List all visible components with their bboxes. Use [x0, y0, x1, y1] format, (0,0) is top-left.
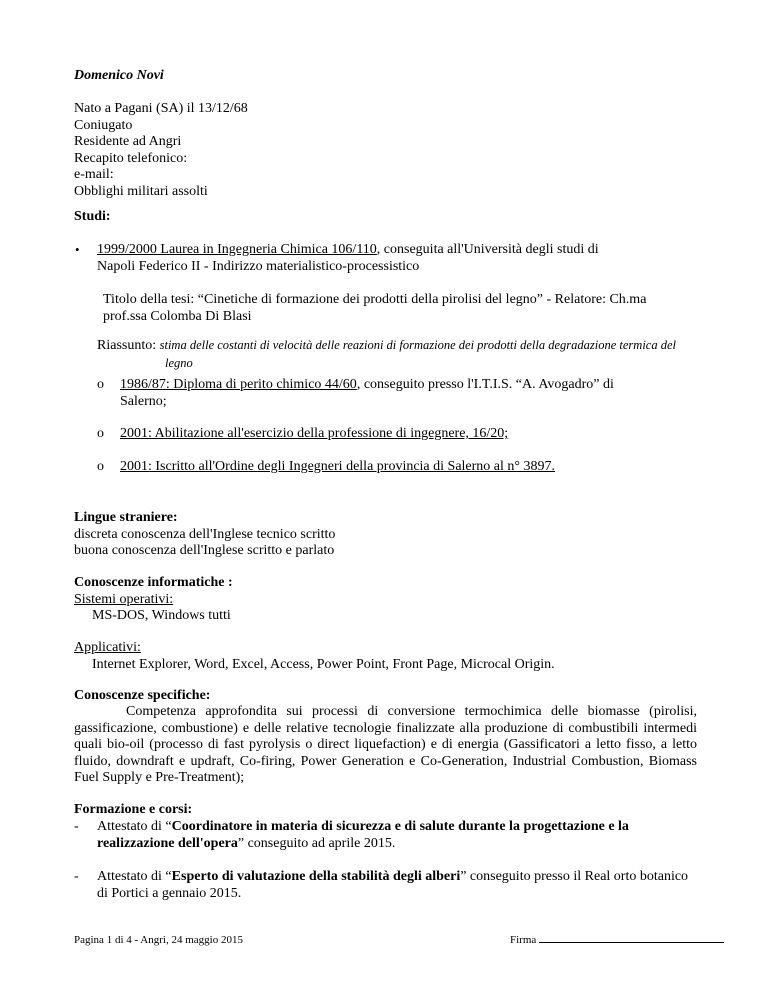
email-label: e-mail:	[74, 167, 114, 182]
degree-rest: , conseguita all'Università degli studi di	[376, 242, 599, 257]
birth-info: Nato a Pagani (SA) il 13/12/68	[74, 101, 248, 116]
diploma-entry	[120, 377, 697, 410]
corso-item	[97, 869, 697, 902]
cv-name: Domenico Novi	[74, 68, 164, 83]
lingue-section	[74, 510, 335, 560]
degree-university: Napoli Federico II - Indirizzo materialistico-processistico	[97, 258, 420, 274]
diploma-title: 1986/87: Diploma di perito chimico 44/60	[120, 377, 357, 392]
studi-heading: Studi:	[74, 209, 111, 224]
summary-text: stima delle costanti di velocità delle reazioni di formazione dei prodotti della degradazione termica del	[159, 338, 676, 352]
diploma-city: Salerno;	[120, 393, 167, 409]
informatica-section	[74, 575, 233, 625]
specifiche-text: Competenza approfondita sui processi di conversione termochimica delle biomasse (pirolisi, gassificazione, combustione) e delle relative tecnologie finalizzate alla produzione di combustibili intermedi quali bio-oil (processo di fast pyrolysis o direct liquefaction) e di energia (Gassificatori a letto fisso, a letto fluido, downdraft e updraft, Co-firing, Power Generation e Co-Generation, Industrial Combustion, Biomass Fuel Supply e Pre-Treatment);	[74, 704, 697, 785]
corso-post: ” conseguito ad aprile 2015.	[237, 835, 396, 851]
abilitazione-entry: 2001: Abilitazione all'esercizio della professione di ingegnere, 16/20;	[120, 426, 509, 441]
ordine-entry: 2001: Iscritto all'Ordine degli Ingegneri della provincia di Salerno al n° 3897.	[120, 459, 556, 474]
dash-marker: -	[74, 819, 79, 834]
informatica-heading: Conoscenze informatiche :	[74, 575, 233, 590]
footer-page-info: Pagina 1 di 4 - Angri, 24 maggio 2015	[74, 934, 243, 946]
summary-text-cont: legno	[165, 355, 193, 370]
os-value: MS-DOS, Windows tutti	[92, 608, 231, 623]
apps-label: Applicativi:	[74, 640, 141, 655]
formazione-heading: Formazione e corsi:	[74, 802, 193, 817]
corso-pre: Attestato di “	[97, 819, 172, 834]
circle-bullet-icon: o	[97, 426, 104, 441]
thesis-line: prof.ssa Colomba Di Blasi	[103, 308, 252, 324]
lingue-heading: Lingue straniere:	[74, 510, 178, 525]
bullet-icon: •	[75, 242, 80, 257]
phone-label: Recapito telefonico:	[74, 150, 188, 166]
degree-title: 1999/2000 Laurea in Ingegneria Chimica 106/110	[97, 242, 377, 257]
dash-marker: -	[74, 869, 79, 884]
corso-title: Coordinatore in materia di sicurezza e di salute durante la progettazione e la realizzazione dell'opera	[97, 819, 629, 851]
circle-bullet-icon: o	[97, 459, 104, 474]
corso-pre: Attestato di “	[97, 869, 172, 884]
military-status: Obblighi militari assolti	[74, 183, 208, 199]
summary-label: Riassunto:	[97, 338, 160, 353]
lingue-line: buona conoscenza dell'Inglese scritto e parlato	[74, 543, 335, 558]
lingue-line: discreta conoscenza dell'Inglese tecnico scritto	[74, 526, 336, 542]
apps-value: Internet Explorer, Word, Excel, Access, Power Point, Front Page, Microcal Origin.	[92, 656, 555, 672]
diploma-rest: , conseguito presso l'I.T.I.S. “A. Avogadro” di	[356, 377, 614, 392]
corso-title: Esperto di valutazione della stabilità degli alberi	[171, 869, 461, 884]
thesis-title	[103, 292, 698, 325]
apps-section	[74, 640, 555, 673]
corso-item	[97, 819, 697, 852]
thesis-line: Titolo della tesi: “Cinetiche di formazione dei prodotti della pirolisi del legno” - Relatore: Ch.ma	[103, 292, 647, 307]
corso-post: ” conseguito presso il Real orto botanico di Portici a gennaio 2015.	[97, 869, 689, 901]
footer-signature	[510, 932, 724, 949]
thesis-summary	[97, 337, 697, 372]
degree-entry	[97, 242, 694, 275]
residence-info: Residente ad Angri	[74, 134, 182, 149]
signature-label: Firma	[510, 934, 537, 946]
marital-status: Coniugato	[74, 117, 133, 133]
specifiche-heading: Conoscenze specifiche:	[74, 688, 211, 703]
signature-line	[539, 932, 724, 943]
os-label: Sistemi operativi:	[74, 591, 174, 607]
personal-info	[74, 101, 248, 200]
circle-bullet-icon: o	[97, 377, 104, 392]
